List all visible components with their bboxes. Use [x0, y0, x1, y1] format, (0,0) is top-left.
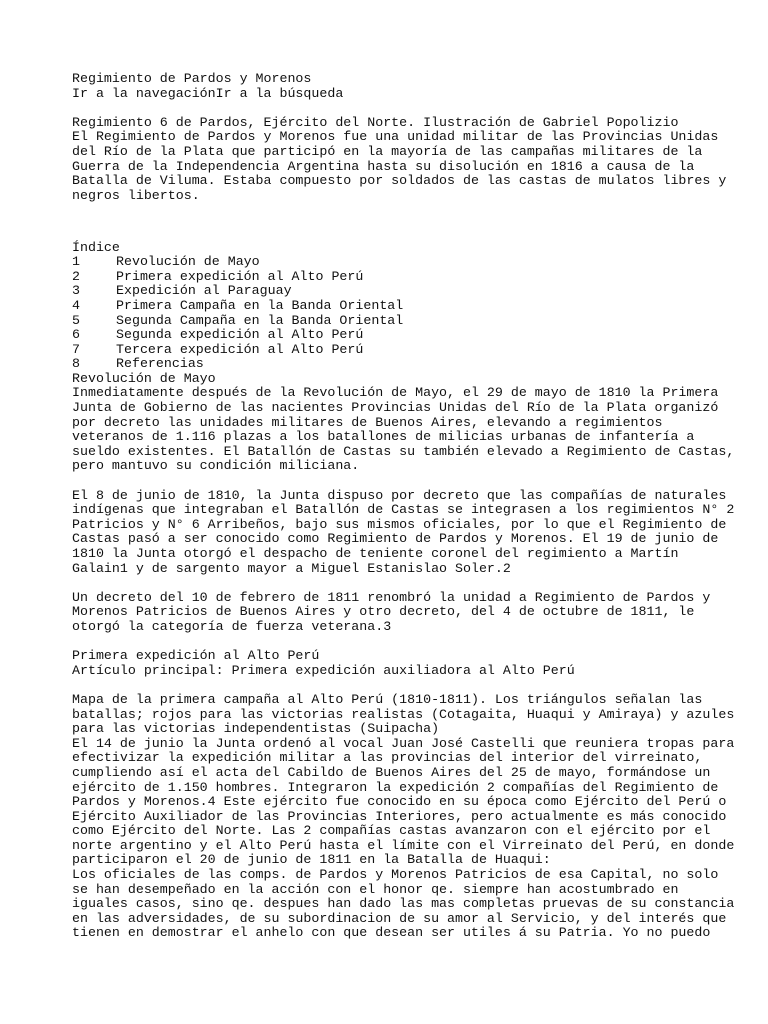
toc-title: Índice	[72, 239, 120, 255]
paragraph: Inmediatamente después de la Revolución de Mayo, el 29 de mayo de 1810 la Primera Junta de Gobierno de las nacientes Provincias Unidas del Río de la Plata organizó por decreto las unidades militares de Buenos Aires, elevando a regimientos veteranos de 1.116 plazas a los batallones de milicias urbanas de infantería a sueldo existentes. El Batallón de Castas su también elevado a Regimiento de Castas, pero mantuvo su condición miliciana.	[72, 385, 735, 474]
skip-navigation-links[interactable]: Ir a la navegaciónIr a la búsqueda	[72, 85, 344, 101]
toc-item[interactable]: 1 Revolución de Mayo	[72, 254, 260, 270]
toc-item[interactable]: 4 Primera Campaña en la Banda Oriental	[72, 297, 404, 313]
main-article-link[interactable]: Artículo principal: Primera expedición auxiliadora al Alto Perú	[72, 662, 575, 678]
paragraph: El 8 de junio de 1810, la Junta dispuso por decreto que las compañías de naturales indígenas que integraban el Batallón de Castas se integrasen a los regimientos N° 2 Patricios y N° 6 Arribeños, bajo sus mismos oficiales, por lo que el Regimiento de Castas pasó a ser conocido como Regimiento de Pardos y Morenos. El 19 de junio de 1810 la Junta otorgó el despacho de teniente coronel del regimiento a Martín Galain1 y de sargento mayor a Miguel Estanislao Soler.2	[72, 487, 735, 576]
toc-item[interactable]: 6 Segunda expedición al Alto Perú	[72, 327, 364, 343]
section-heading: Revolución de Mayo	[72, 370, 216, 386]
toc-item[interactable]: 3 Expedición al Paraguay	[72, 283, 292, 299]
intro-paragraph: El Regimiento de Pardos y Morenos fue una unidad militar de las Provincias Unidas del Río de la Plata que participó en la mayoría de las campañas militares de la Guerra de la Independencia Argentina hasta su disolución en 1816 a causa de la Batalla de Viluma. Estaba compuesto por soldados de las castas de mulatos libres y negros libertos.	[72, 129, 727, 203]
image-caption: Regimiento 6 de Pardos, Ejército del Norte. Ilustración de Gabriel Popolizio	[72, 114, 679, 130]
section-heading: Primera expedición al Alto Perú	[72, 648, 320, 664]
paragraph: Un decreto del 10 de febrero de 1811 renombró la unidad a Regimiento de Pardos y Morenos Patricios de Buenos Aires y otro decreto, del 4 de octubre de 1811, le otorgó la categoría de fuerza veterana.3	[72, 589, 711, 634]
paragraph: El 14 de junio la Junta ordenó al vocal Juan José Castelli que reuniera tropas para efectivizar la expedición militar a las provincias del interior del virreinato, cumpliendo así el acta del Cabildo de Buenos Aires del 25 de mayo, formándose un ejército de 1.150 hombres. Integraron la expedición 2 compañías del Regimiento de Pardos y Morenos.4 Este ejército fue conocido en su época como Ejército del Perú o Ejército Auxiliador de las Provincias Interiores, pero actualmente es más conocido como Ejército del Norte. Las 2 compañías castas avanzaron con el ejército por el norte argentino y el Alto Perú hasta el límite con el Virreinato del Perú, en donde participaron el 20 de junio de 1811 en la Batalla de Huaqui:	[72, 735, 735, 868]
toc-item[interactable]: 8 Referencias	[72, 356, 204, 372]
toc-item[interactable]: 5 Segunda Campaña en la Banda Oriental	[72, 312, 404, 328]
document-page	[72, 71, 735, 941]
toc-item[interactable]: 2 Primera expedición al Alto Perú	[72, 268, 364, 284]
toc-item[interactable]: 7 Tercera expedición al Alto Perú	[72, 341, 364, 357]
map-caption: Mapa de la primera campaña al Alto Perú (1810-1811). Los triángulos señalan las batallas; rojos para las victorias realistas (Cotagaita, Huaqui y Amiraya) y azules para las victorias independentistas (Suipacha)	[72, 691, 735, 737]
page-title: Regimiento de Pardos y Morenos	[72, 71, 312, 86]
table-of-contents	[72, 241, 712, 372]
quote: Los oficiales de las comps. de Pardos y Morenos Patricios de esa Capital, no solo se han desempeñado en la acción con el honor qe. siempre han acostumbrado en iguales casos, sino qe. despues han dado las mas completas pruevas de su constancia en las adversidades, de su subordinacion de su amor al Servicio, y del interés que tienen en demostrar el anhelo con que desean ser utiles á su Patria. Yo no puedo	[72, 867, 735, 941]
